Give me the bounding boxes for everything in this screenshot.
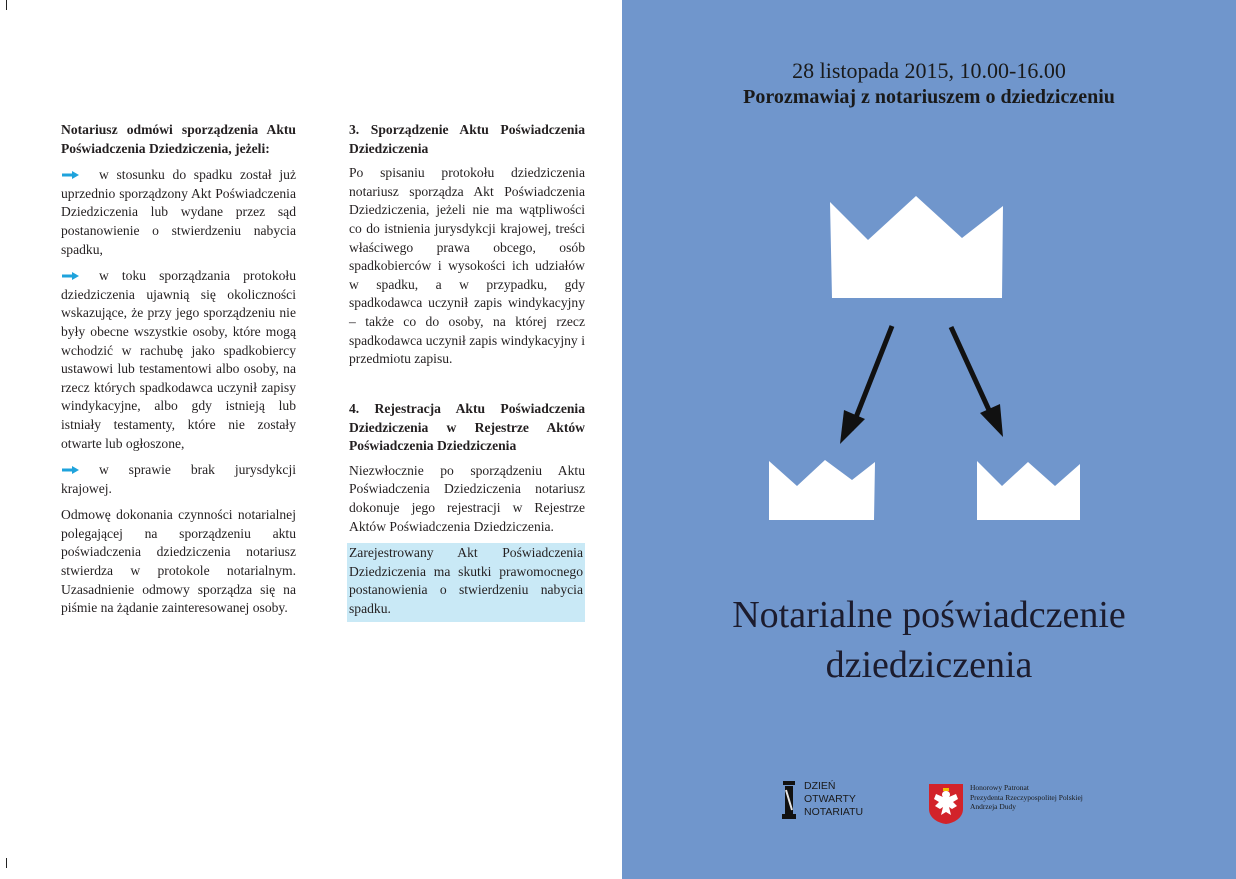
arrow-down-right-icon — [951, 327, 1003, 437]
presidential-patronage-logo — [928, 783, 1108, 825]
patronage-line: Honorowy Patronat — [970, 783, 1029, 792]
crop-mark-top — [6, 0, 7, 10]
small-crown-right-icon — [977, 461, 1080, 520]
open-notary-day-logo — [780, 780, 900, 822]
refusal-bullet — [61, 461, 296, 498]
patronage-line: Andrzeja Dudy — [970, 802, 1017, 811]
logo-line: NOTARIATU — [804, 806, 864, 818]
section3-text: Po spisaniu protokołu dziedziczenia notariusz sporządza Akt Poświadczenia Dziedziczenia, jeżeli nie ma wątpliwości co do istnienia jurysdykcji krajowej, treści właściwego prawa obcego, osób spadkobierców i wysokości ich udziałów w spadku, a w przypadku, gdy spadkodawca uczynił zapis windykacyjny – także co do osoby, na której rzecz spadkodawca uczynił zapis windykacyjny i przedmiotu zapisu. — [349, 165, 585, 367]
arrow-right-icon — [61, 166, 99, 185]
section4-text: Niezwłocznie po sporządzeniu Aktu Poświadczenia Dziedziczenia notariusz dokonuje jego rejestracji w Rejestrze Aktów Poświadczenia Dziedziczenia. — [349, 462, 585, 534]
refusal-bullet-text: w stosunku do spadku został już uprzednio sporządzony Akt Poświadczenia Dziedziczenia lub wydane przez sąd postanowienie o stwierdzeniu nabycia spadku, — [61, 167, 296, 257]
middle-column — [349, 121, 585, 369]
refusal-bullet-text: w sprawie brak jurysdykcji krajowej. — [61, 462, 296, 496]
arrow-right-icon — [61, 461, 99, 480]
crowns-illustration — [622, 0, 1236, 560]
logo-line: OTWARTY — [804, 793, 856, 805]
refusal-bullet-text: w toku sporządzania protokołu dziedziczenia ujawnią się okoliczności wskazujące, że przy jego sporządzeniu nie były obecne wszystkie osoby, które mogą wchodzić w rachubę jako spadkobiercy ustawowi lub testamentowi albo osoby, na rzecz których spadkodawca uczynił zapisy windykacyjne, albo gdy istnieją lub istniały testamenty, które nie zostały otwarte lub ogłoszone, — [61, 268, 296, 451]
arrow-right-icon — [61, 267, 99, 286]
large-crown-icon — [830, 196, 1003, 298]
section4 — [349, 400, 585, 622]
refusal-closing-text: Odmowę dokonania czynności notarialnej polegającej na sporządzeniu aktu poświadczenia dziedziczenia notariusz stwierdza w protokole notarialnym. Uzasadnienie odmowy sporządza się na piśmie na żądanie zainteresowanej osoby. — [61, 507, 296, 616]
arrow-down-left-icon — [840, 326, 892, 444]
crop-mark-bottom — [6, 858, 7, 868]
left-column — [61, 121, 296, 618]
highlight-text: Zarejestrowany Akt Poświadczenia Dziedziczenia ma skutki prawomocnego postanowienia o stwierdzeniu nabycia spadku. — [347, 543, 585, 621]
column-logo-icon — [780, 780, 798, 820]
refusal-bullet — [61, 166, 296, 259]
refusal-heading: Notariusz odmówi sporządzenia Aktu Poświadczenia Dziedziczenia, jeżeli: — [61, 122, 296, 156]
refusal-bullet — [61, 267, 296, 453]
section3-heading: 3. Sporządzenie Aktu Poświadczenia Dziedziczenia — [349, 122, 585, 156]
main-title — [622, 590, 1236, 690]
small-crown-left-icon — [769, 460, 875, 520]
cover-panel — [622, 0, 1236, 879]
event-subtitle: Porozmawiaj z notariuszem o dziedziczeniu — [743, 86, 1115, 108]
event-date: 28 listopada 2015, 10.00-16.00 — [792, 58, 1066, 83]
section4-heading: 4. Rejestracja Aktu Poświadczenia Dziedziczenia w Rejestrze Aktów Poświadczenia Dziedziczenia — [349, 401, 585, 454]
polish-eagle-emblem-icon — [928, 783, 964, 825]
main-title-line1: Notarialne poświadczenie — [732, 594, 1126, 636]
main-title-line2: dziedziczenia — [825, 644, 1033, 686]
patronage-line: Prezydenta Rzeczypospolitej Polskiej — [970, 792, 1083, 802]
logo-line: DZIEŃ — [804, 780, 836, 792]
